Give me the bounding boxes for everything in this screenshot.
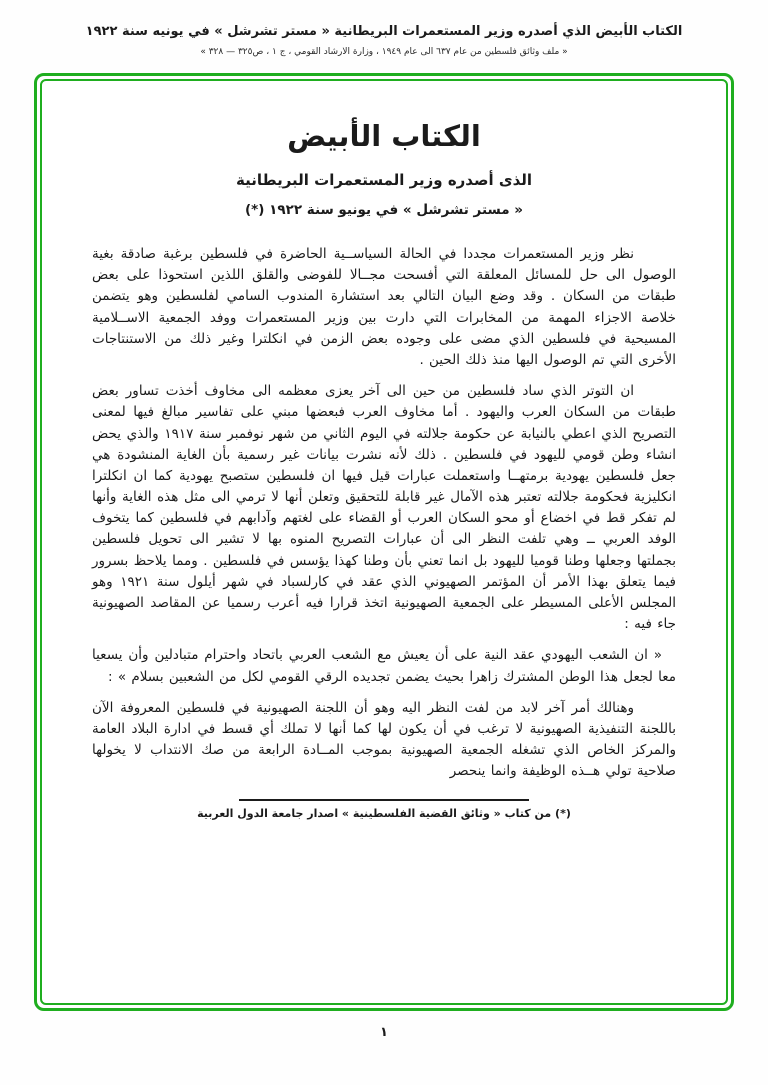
footnote-block — [92, 799, 676, 820]
page-number: ١ — [380, 1025, 388, 1040]
paragraph-3-quote: « ان الشعب اليهودي عقد النية على أن يعيش مع الشعب العربي باتحاد واحترام متبادلين وأن يسعيا معا لجعل هذا الوطن المشترك زاهرا بحيث يضمن تجديده الرقي القومي لكل من الشعبين بسلام » : — [92, 647, 676, 685]
paragraph-1: نظر وزير المستعمرات مجددا في الحالة السياســية الحاضرة في فلسطين برغبة صادقة بغية الوصول الى حل للمسائل المعلقة التي أفسحت مجــالا للفوضى والقلق اللذين استحوذا على بعض طبقات من السكان . وقد وضع البيان التالي بعد استشارة المندوب السامي لفلسطين وهو يتضمن خلاصة الاجزاء المهمة من المخابرات التي دارت بين وزير المستعمرات ووفد الجمعية الاســلامية المسيحية في فلسطين الذي مضى على وجوده بعض الزمن في انكلترا وغير ذلك من الاستنتاجات الأخرى التي تم الوصول اليها منذ ذلك الحين . — [92, 246, 676, 368]
paragraph-4: وهنالك أمر آخر لابد من لفت النظر اليه وهو أن اللجنة الصهيونية في فلسطين المعروفة الآن باللجنة التنفيذية الصهيونية لا ترغب في أن يكون لها كما أنها لا تملك أي قسط في ادارة البلاد العامة والمركز الخاص الذي تشغله الجمعية الصهيونية بموجب المــادة الرابعة من صك الانتداب لا يخولها صلاحية تولي هــذه الوظيفة وانما ينحصر — [92, 699, 676, 780]
footnote-divider — [239, 799, 529, 801]
green-frame-inner — [40, 79, 728, 1005]
green-frame-outer — [34, 73, 734, 1011]
document-title: الكتاب الأبيض — [287, 119, 481, 153]
page-header — [0, 0, 768, 57]
footnote-text: (*) من كتاب « وثائق القضية الفلسطينية » اصدار جامعة الدول العربية — [197, 806, 571, 820]
header-source-citation: « ملف وثائق فلسطين من عام ٦٣٧ الى عام ١٩٤٩ ، وزارة الارشاد القومي ، ج ١ ، ص٣٢٥ — ٣٢٨ » — [200, 47, 568, 57]
header-title: الكتاب الأبيض الذي أصدره وزير المستعمرات البريطانية « مستر تشرشل » في يونيه سنة ١٩٢٢ — [85, 24, 683, 39]
paragraph-2: ان التوتر الذي ساد فلسطين من حين الى آخر يعزى معظمه الى مخاوف أخذت تساور بعض طبقات من السكان العرب واليهود . أما مخاوف العرب فبعضها مبني على تفاسير مبالغ فيها لمعنى التصريح الذي اعطي بالنيابة عن حكومة جلالته في اليوم الثاني من شهر نوفمبر سنة ١٩١٧ والذي يحض انشاء وطن قومي لليهود في فلسطين . ذلك لأنه نشرت بيانات غير رسمية بأن الغاية المنشودة هي جعل فلسطين يهودية برمتهــا واستعملت عبارات قيل فيها ان فلسطين ستصبح يهودية كما ان انكلترا انكليزية فحكومة جلالته تعتبر هذه الآمال غير قابلة للتحقيق وتعلن أنها لا ترمي الى مثل هذه الغاية وأنها لم تفكر قط في اخضاع أو محو السكان العرب أو القضاء على لغتهم وآدابهم في فلسطين كما يتخوف الوفد العربي ــ وهي تلفت النظر الى أن عبارات التصريح المنوه بها لا تشير الى تحويل فلسطين بجملتها وجعلها وطنا قوميا لليهود بل انما تعني بأن وطنا كهذا يؤسس في فلسطين . ومما يلاحظ بسرور فيما يتعلق بهذا الأمر أن المؤتمر الصهيوني الذي عقد في كارلسباد في شهر أيلول سنة ١٩٢١ وهو المجلس الأعلى المسيطر على الجمعية الصهيونية اتخذ قرارا فيه أعرب رسميا عن المقاصد الصهيونية جاء فيه : — [92, 383, 677, 633]
document-body — [92, 234, 676, 783]
document-subtitle-date: « مستر تشرشل » في يونيو سنة ١٩٢٢ (*) — [244, 202, 523, 218]
document-subtitle-issuer: الذى أصدره وزير المستعمرات البريطانية — [235, 171, 533, 189]
